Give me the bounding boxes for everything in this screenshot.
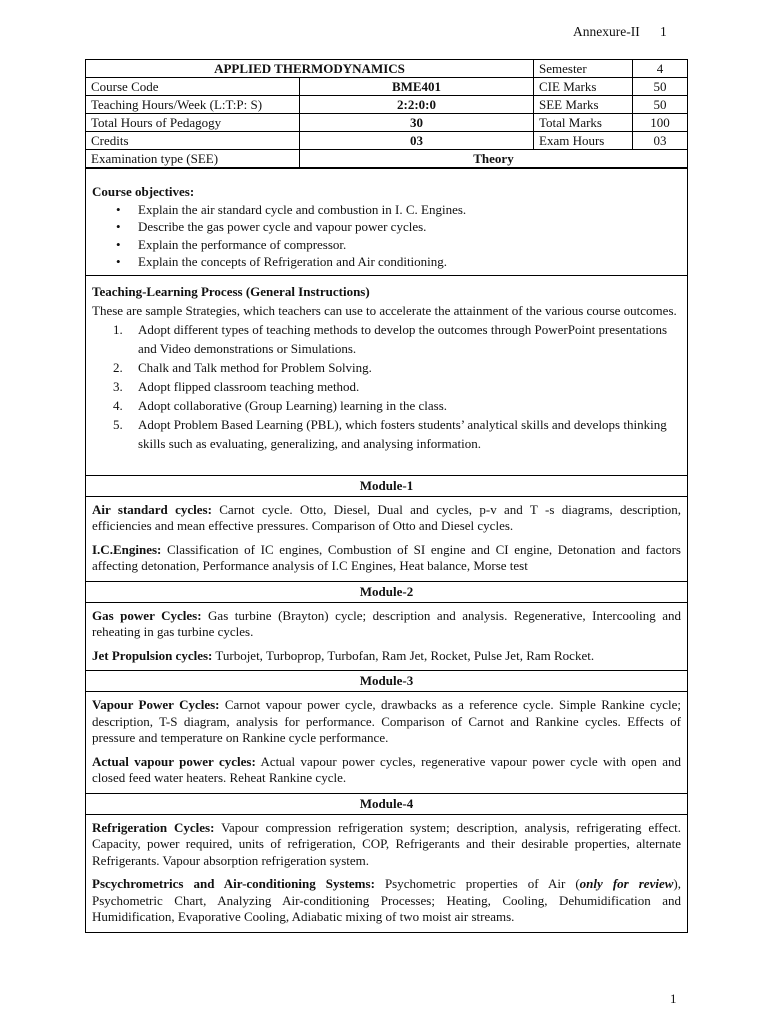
item-text: Adopt collaborative (Group Learning) learning in the class.: [138, 397, 448, 413]
item-text: Chalk and Talk method for Problem Solving.: [138, 359, 372, 375]
course-info-table: [86, 60, 687, 168]
marks-value: 50: [633, 78, 688, 96]
topic-heading: Vapour Power Cycles:: [92, 697, 220, 712]
topic-text: Classification of IC engines, Combustion of SI engine and CI engine, Detonation and factors affecting detonation, Performance analysis of I.C Engines, Heat balance, Morse test: [92, 541, 681, 573]
list-item: [113, 320, 681, 358]
marks-value: 50: [633, 96, 688, 114]
marks-value: 03: [633, 132, 688, 150]
footer-page-number: 1: [670, 991, 677, 1006]
module-paragraph: [92, 608, 681, 641]
list-item: [113, 415, 681, 453]
module-2-body: [86, 602, 687, 671]
module-paragraph: [92, 820, 681, 870]
semester-label: Semester: [534, 60, 633, 78]
item-text: Adopt different types of teaching methods to develop the outcomes through PowerPoint presentations and Video demonstrations or Simulations.: [138, 321, 668, 356]
module-2-heading: Module-2: [86, 581, 687, 602]
topic-heading: Air standard cycles:: [92, 501, 212, 517]
topic-heading: Jet Propulsion cycles:: [92, 647, 213, 663]
marks-label: Exam Hours: [534, 132, 633, 150]
semester-value: 4: [633, 60, 688, 78]
topic-heading: I.C.Engines:: [92, 541, 162, 557]
item-number: 4.: [113, 397, 123, 413]
list-item: [113, 396, 681, 415]
info-label: Course Code: [86, 78, 300, 96]
topic-text: Turbojet, Turboprop, Turbofan, Ram Jet, Rocket, Pulse Jet, Ram Rocket.: [212, 647, 595, 663]
tlp-intro: These are sample Strategies, which teachers can use to accelerate the attainment of the various course outcomes.: [92, 302, 677, 318]
topic-text-continued: ), Psychometric Chart, Analyzing Air-conditioning Processes; Heating, Cooling, Dehumidification and Humidification, Evaporative Cooling, Adiabatic mixing of two moist air streams.: [92, 876, 681, 924]
info-value: 30: [300, 114, 534, 132]
emphasis-text: only for review: [579, 876, 674, 891]
item-text: Adopt flipped classroom teaching method.: [138, 378, 360, 394]
exam-type-value: Theory: [300, 150, 688, 168]
table-row: [86, 150, 687, 168]
module-1-body: [86, 496, 687, 581]
topic-heading: Gas power Cycles:: [92, 607, 202, 623]
info-label: Teaching Hours/Week (L:T:P: S): [86, 96, 300, 114]
annexure-label: Annexure-II: [573, 24, 640, 39]
table-row: [86, 114, 687, 132]
item-number: 1.: [113, 321, 123, 337]
topic-heading: Refrigeration Cycles:: [92, 819, 215, 835]
topic-heading: Actual vapour power cycles:: [92, 753, 256, 769]
module-paragraph: [92, 697, 681, 747]
module-4-heading: Module-4: [86, 793, 687, 814]
header-page-number: 1: [659, 24, 667, 39]
info-value: BME401: [300, 78, 534, 96]
marks-label: Total Marks: [534, 114, 633, 132]
module-paragraph: [92, 502, 681, 535]
info-value: 2:2:0:0: [300, 96, 534, 114]
table-row: [86, 78, 687, 96]
module-3-heading: Module-3: [86, 670, 687, 691]
page-header: [573, 24, 667, 40]
list-item: • Describe the gas power cycle and vapour power cycles.: [138, 218, 681, 236]
info-value: 03: [300, 132, 534, 150]
topic-text: Carnot cycle. Otto, Diesel, Dual and cycles, p-v and T -s diagrams, description, efficiencies and mean effective pressures. Comparison of Otto and Diesel cycles.: [92, 501, 681, 533]
marks-value: 100: [633, 114, 688, 132]
course-objectives-section: [86, 168, 687, 275]
list-item: • Explain the performance of compressor.: [138, 236, 681, 254]
module-1-heading: Module-1: [86, 475, 687, 496]
item-number: 2.: [113, 359, 123, 375]
table-row: [86, 96, 687, 114]
list-item: [113, 358, 681, 377]
marks-label: CIE Marks: [534, 78, 633, 96]
table-row: [86, 60, 687, 78]
objectives-title: Course objectives:: [92, 184, 195, 199]
module-4-body: [86, 814, 687, 932]
topic-text: Carnot vapour power cycle, drawbacks as a reference cycle. Simple Rankine cycle; description, T-S diagram, analysis for performance. Comparison of Carnot and Rankine cycles. Effects of pressure and temperature on Rankine cycle performance.: [92, 697, 681, 745]
topic-text: Actual vapour power cycles, regenerative vapour power cycle with open and closed feed water heaters. Reheat Rankine cycle.: [92, 753, 681, 785]
item-number: 3.: [113, 378, 123, 394]
info-label: Total Hours of Pedagogy: [86, 114, 300, 132]
info-label: Credits: [86, 132, 300, 150]
marks-label: SEE Marks: [534, 96, 633, 114]
module-paragraph: [92, 648, 681, 665]
list-item: • Explain the air standard cycle and combustion in I. C. Engines.: [138, 201, 681, 219]
item-text: Adopt Problem Based Learning (PBL), which fosters students’ analytical skills and develops thinking skills such as evaluating, generalizing, and analysing information.: [138, 416, 667, 451]
topic-text: Vapour compression refrigeration system; description, analysis, refrigerating effect. Capacity, power required, units of refrigeration, COP, Refrigerants and their desirable properties, alternate Refrigerants. Vapour absorption refrigeration system.: [92, 819, 681, 868]
table-row: [86, 132, 687, 150]
teaching-learning-section: [86, 275, 687, 475]
module-3-body: [86, 691, 687, 793]
module-paragraph: [92, 542, 681, 575]
item-number: 5.: [113, 416, 123, 432]
tlp-list: [92, 320, 681, 453]
topic-heading: Pscychrometrics and Air-conditioning Systems:: [92, 876, 375, 891]
list-item: [113, 377, 681, 396]
syllabus-frame: [85, 59, 688, 933]
topic-text: Gas turbine (Brayton) cycle; description and analysis. Regenerative, Intercooling and reheating in gas turbine cycles.: [92, 607, 681, 639]
exam-type-label: Examination type (SEE): [86, 150, 300, 168]
tlp-title: Teaching-Learning Process (General Instructions): [92, 283, 370, 299]
list-item: • Explain the concepts of Refrigeration and Air conditioning.: [138, 253, 681, 271]
module-paragraph: [92, 876, 681, 926]
objectives-list: [92, 201, 681, 271]
module-paragraph: [92, 754, 681, 787]
course-title: APPLIED THERMODYNAMICS: [86, 60, 534, 78]
topic-text: Psychometric properties of Air (: [374, 876, 580, 891]
